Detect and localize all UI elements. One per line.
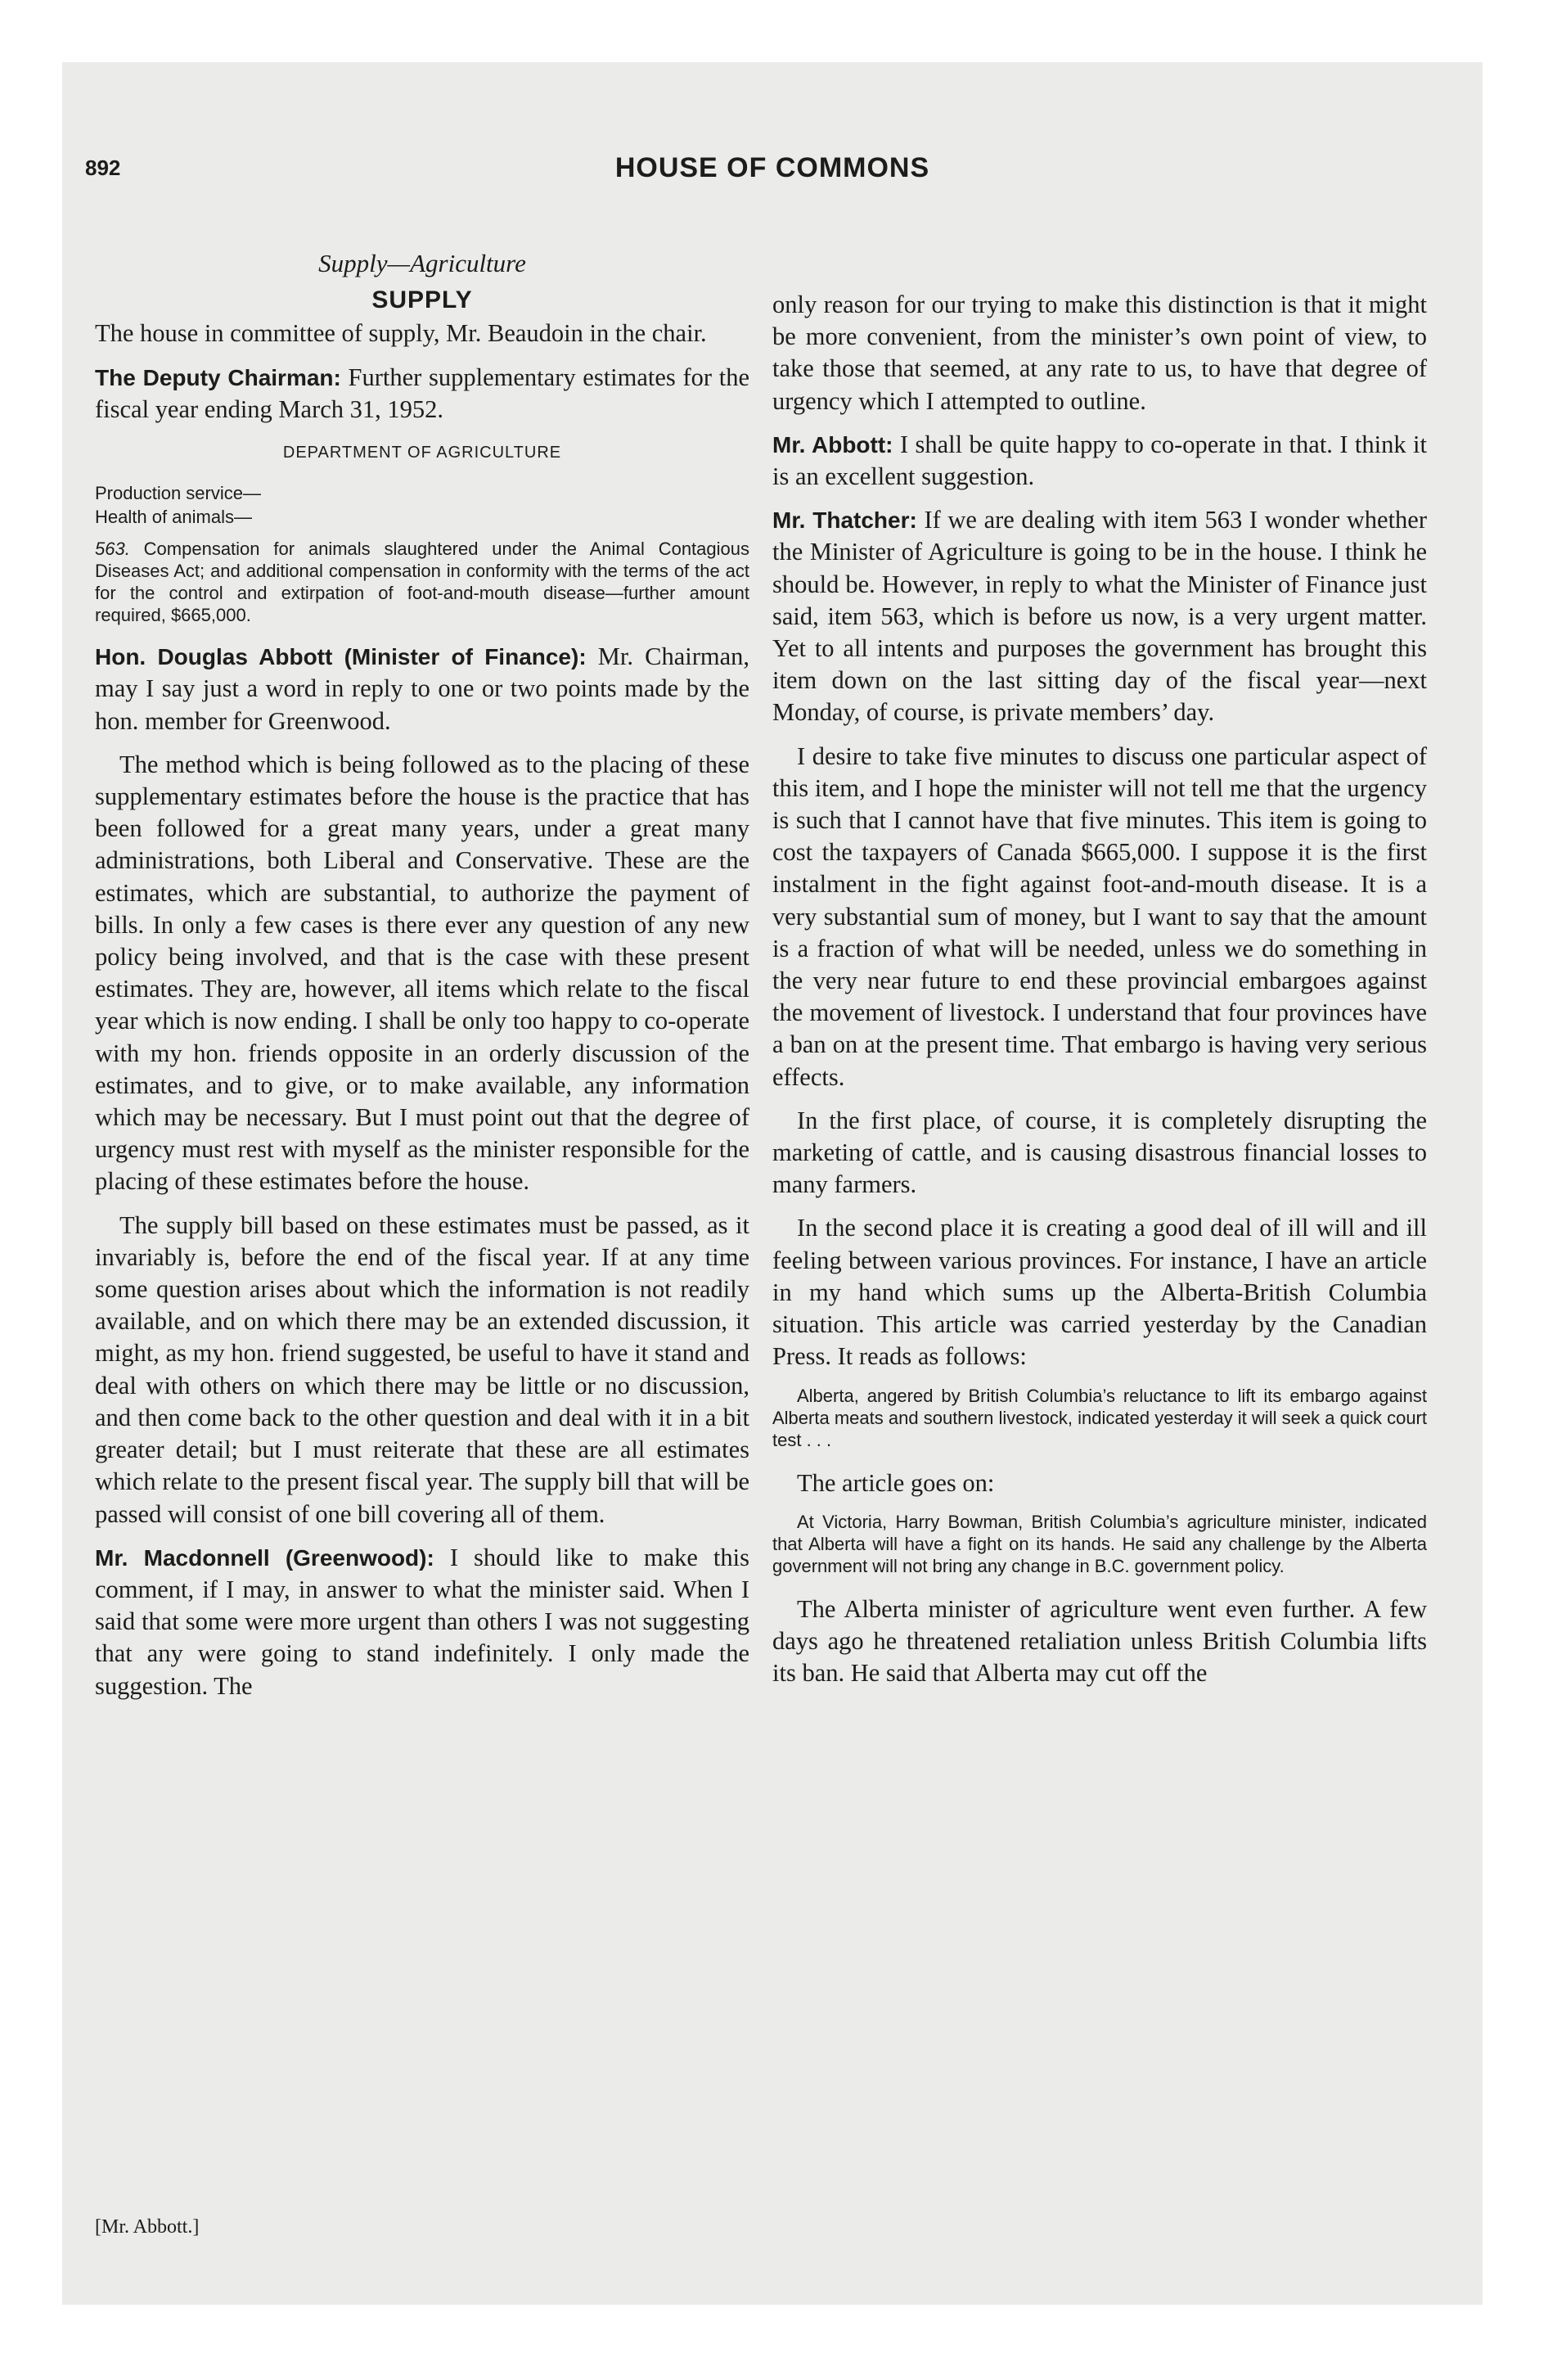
paragraph: only reason for our trying to make this distinction is that it might be more convenient, from the minister’s own point of view, to take those that seemed, at any rate to us, to have that degree of urgency which I attempted to outline. bbox=[772, 291, 1427, 415]
speaker-name: Mr. Abbott: bbox=[772, 431, 893, 458]
paragraph bbox=[772, 429, 1427, 493]
speaker-name: Mr. Macdonnell (Greenwood): bbox=[95, 1544, 434, 1571]
paragraph: The Alberta minister of agriculture went even further. A few days ago he threatened retaliation unless British Columbia lifts its ban. He said that Alberta may cut off the bbox=[772, 1594, 1427, 1688]
page-number: 892 bbox=[85, 156, 121, 180]
paragraph bbox=[95, 1542, 749, 1702]
paragraph: The method which is being followed as to the placing of these supplementary estimates before the house is the practice that has been followed for a great many years, under a great many administrations, both Liberal and Conservative. These are the estimates, which are substantial, to authorize the payment of bills. In only a few cases is there ever any question of any new policy being involved, and that is the case with these present estimates. They are, however, all items which relate to the fiscal year which is now ending. I shall be only too happy to co-operate with my hon. friends opposite in an orderly discussion of the estimates, and to give, or to make available, any information which may be necessary. But I must point out that the degree of urgency must rest with myself as the minister responsible for the placing of these estimates before the house. bbox=[95, 750, 749, 1196]
footer-attribution: [Mr. Abbott.] bbox=[95, 2216, 200, 2238]
department-heading: DEPARTMENT OF AGRICULTURE bbox=[282, 444, 562, 462]
paragraph: The article goes on: bbox=[797, 1468, 995, 1497]
item-text: Compensation for animals slaughtered under the Animal Contagious Diseases Act; and additional compensation in conformity with the terms of the act for the control and extirpation of foot-and-mouth disease—further amount required, $665,000. bbox=[95, 539, 749, 626]
paragraph: I desire to take five minutes to discuss one particular aspect of this item, and I hope the minister will not tell me that the urgency is such that I cannot have that five minutes. This item is going to cost the taxpayers of Canada $665,000. I suppose it is the first instalment in the fight against foot-and-mouth disease. It is a very substantial sum of money, but I want to say that the amount is a fraction of what will be needed, unless we do something in the very near future to end these provincial embargoes against the movement of livestock. I understand that four provinces have a ban on at the present time. That embargo is having very serious effects. bbox=[772, 741, 1427, 1091]
item-label: Production service— bbox=[95, 483, 261, 504]
section-title: Supply—Agriculture bbox=[318, 249, 526, 277]
speaker-name: The Deputy Chairman: bbox=[95, 364, 341, 390]
item-label: Health of animals— bbox=[95, 507, 252, 528]
supply-heading: SUPPLY bbox=[371, 286, 473, 314]
quotation: At Victoria, Harry Bowman, British Columbia’s agriculture minister, indicated that Alberta will have a fight on its hands. He said any challenge by the Alberta government will not bring any change in B.C. government policy. bbox=[772, 1511, 1427, 1576]
speech-text: I should like to make this comment, if I may, in answer to what the minister said. When I said that some were more urgent than others I was not suggesting that any were going to stand indefinitely. I only made the suggestion. The bbox=[95, 1543, 750, 1700]
running-head: HOUSE OF COMMONS bbox=[614, 152, 930, 183]
paragraph bbox=[95, 362, 749, 426]
paragraph: The house in committee of supply, Mr. Beaudoin in the chair. bbox=[95, 319, 707, 348]
paragraph: In the second place it is creating a good deal of ill will and ill feeling between various provinces. For instance, I have an article in my hand which sums up the Alberta-British Columbia situation. This article was carried yesterday by the Canadian Press. It reads as follows: bbox=[772, 1214, 1427, 1371]
paragraph bbox=[772, 504, 1427, 728]
item-number: 563. bbox=[95, 539, 130, 560]
left-column bbox=[95, 247, 749, 1714]
paragraph bbox=[95, 641, 749, 737]
speech-text: If we are dealing with item 563 I wonder whether the Minister of Agriculture is going to be in the house. I think he should be. However, in reply to what the Minister of Finance just said, item 563, which is before us now, is a very urgent matter. Yet to all intents and purposes the government has brought this item down on the last sitting day of the fiscal year—next Monday, of course, is private members’ day. bbox=[772, 506, 1427, 727]
right-column bbox=[772, 289, 1427, 1701]
speaker-name: Hon. Douglas Abbott (Minister of Finance): bbox=[95, 644, 587, 670]
estimate-item bbox=[95, 538, 749, 626]
quotation: Alberta, angered by British Columbia’s reluctance to lift its embargo against Alberta meats and southern livestock, indicated yesterday it will seek a quick court test . . . bbox=[772, 1385, 1427, 1450]
speech-text: Mr. Chairman, may I say just a word in reply to one or two points made by the hon. member for Greenwood. bbox=[95, 642, 749, 735]
speech-text: Further supplementary estimates for the fiscal year ending March 31, 1952. bbox=[95, 363, 750, 423]
speaker-name: Mr. Thatcher: bbox=[772, 507, 917, 534]
page bbox=[62, 62, 1483, 2305]
speech-text: I shall be quite happy to co-operate in that. I think it is an excellent suggestion. bbox=[772, 430, 1428, 491]
paragraph: In the first place, of course, it is completely disrupting the marketing of cattle, and is causing disastrous financial losses to many farmers. bbox=[772, 1106, 1427, 1199]
paragraph: The supply bill based on these estimates must be passed, as it invariably is, before the end of the fiscal year. If at any time some question arises about which the information is not readily available, and on which there may be an extended discussion, it might, as my hon. friend suggested, be useful to have it stand and deal with others on which there may be little or no discussion, and then come back to the other question and deal with it in a bit greater detail; but I must reiterate that these are all estimates which relate to the present fiscal year. The supply bill that will be passed will consist of one bill covering all of them. bbox=[95, 1210, 749, 1528]
